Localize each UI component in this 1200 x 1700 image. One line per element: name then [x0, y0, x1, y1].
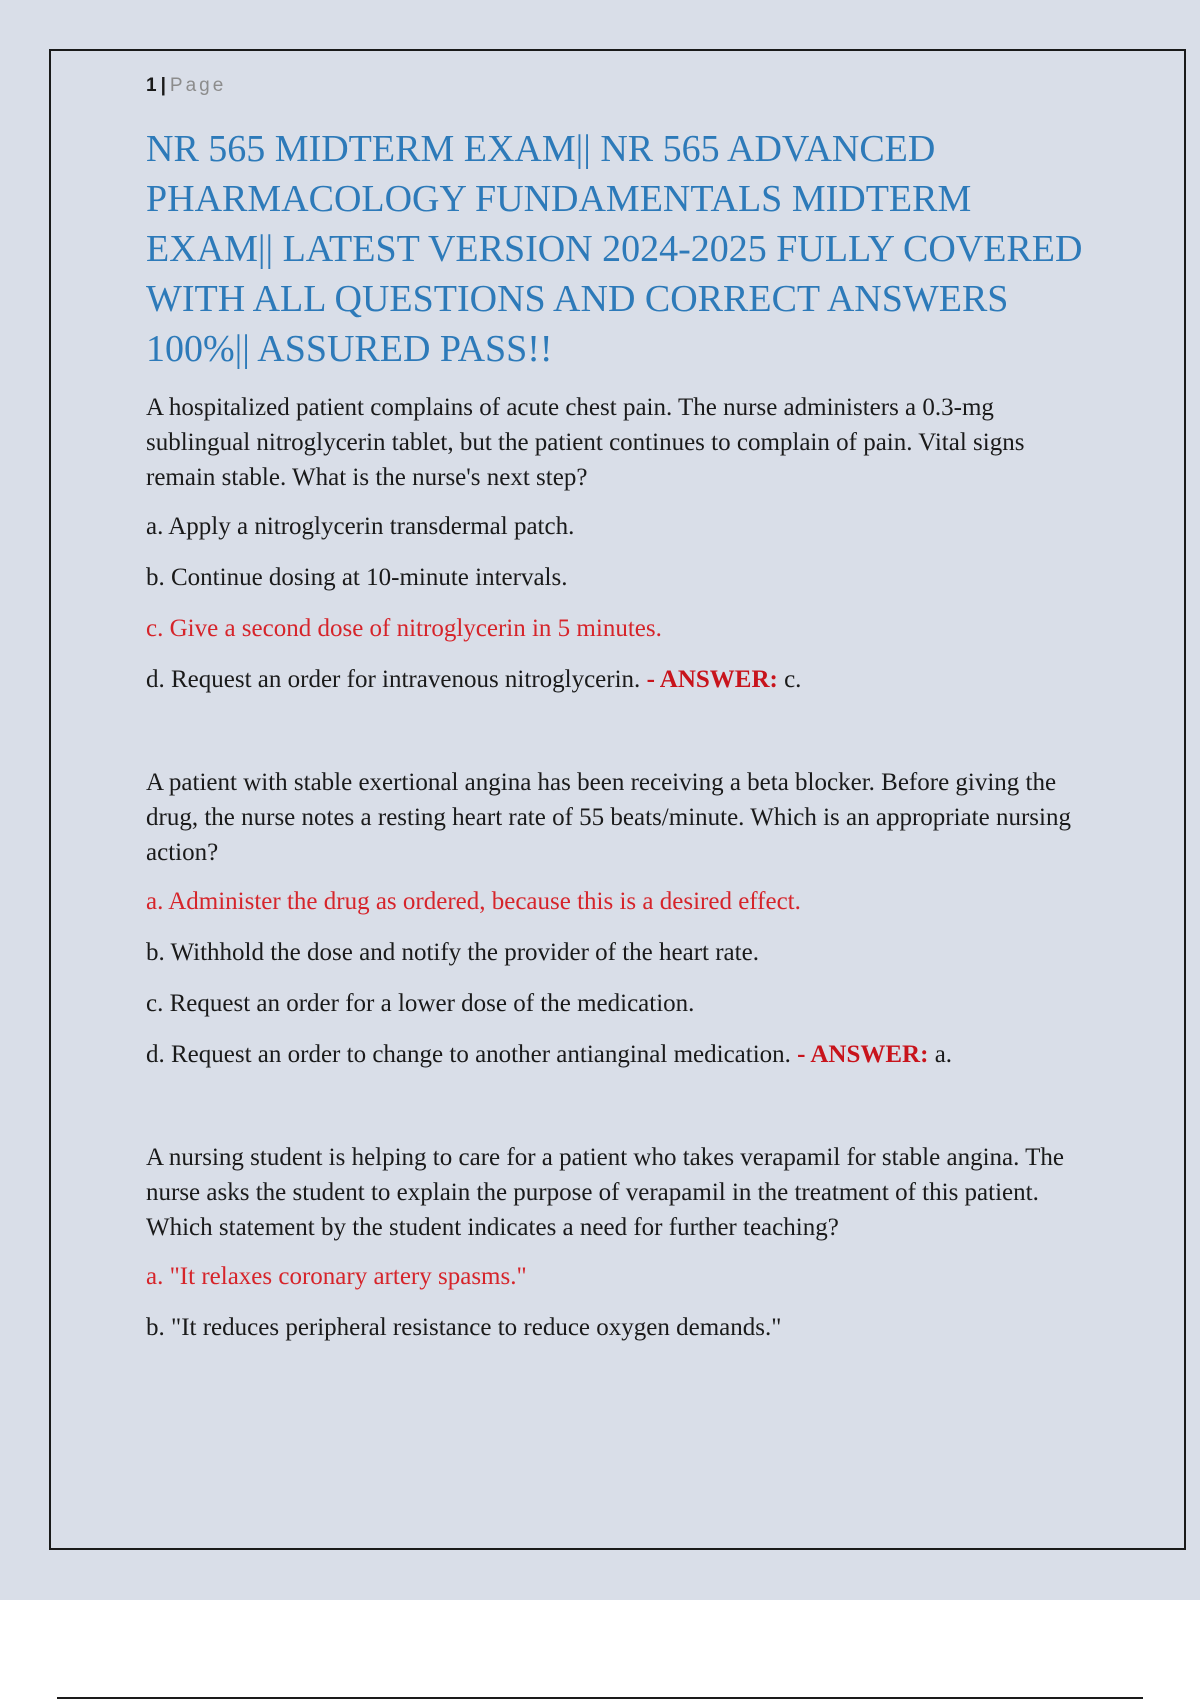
- option-a: a. Apply a nitroglycerin transdermal patch.: [146, 513, 575, 540]
- question-stem: A patient with stable exertional angina has been receiving a beta blocker. Before giving the drug, the nurse notes a resting heart rate of 55 beats/minute. Which is an appropriate nursing action?: [146, 769, 1071, 866]
- answer-label: - ANSWER:: [797, 1041, 929, 1068]
- option-d-with-answer: [146, 662, 1096, 697]
- spacer: [146, 1088, 1096, 1140]
- option-d-text: d. Request an order for intravenous nitroglycerin.: [146, 666, 641, 693]
- option-a-correct: a. "It relaxes coronary artery spasms.": [146, 1263, 527, 1290]
- question-1: [146, 390, 1096, 697]
- option-b: b. "It reduces peripheral resistance to reduce oxygen demands.": [146, 1314, 782, 1341]
- option-d-with-answer: [146, 1037, 1096, 1072]
- option-b: b. Continue dosing at 10-minute intervals.: [146, 564, 568, 591]
- option-c-correct: c. Give a second dose of nitroglycerin in 5 minutes.: [146, 615, 662, 642]
- option-a-correct: a. Administer the drug as ordered, because this is a desired effect.: [146, 888, 801, 915]
- question-3: [146, 1140, 1096, 1345]
- question-2: [146, 765, 1096, 1072]
- document-title: NR 565 MIDTERM EXAM|| NR 565 ADVANCED PHARMACOLOGY FUNDAMENTALS MIDTERM EXAM|| LATEST VERSION 2024-2025 FULLY COVERED WITH ALL QUESTIONS AND CORRECT ANSWERS 100%|| ASSURED PASS!!: [146, 128, 1083, 370]
- page-header: [146, 74, 1096, 98]
- option-b: b. Withhold the dose and notify the provider of the heart rate.: [146, 939, 759, 966]
- answer-value: c.: [784, 666, 802, 693]
- next-page-top-rule: [57, 1697, 1143, 1699]
- document-content: [146, 74, 1096, 1361]
- option-d-text: d. Request an order to change to another antianginal medication.: [146, 1041, 791, 1068]
- option-c: c. Request an order for a lower dose of the medication.: [146, 990, 695, 1017]
- answer-value: a.: [934, 1041, 953, 1068]
- page-separator: |: [160, 75, 166, 96]
- page-number: 1: [146, 75, 157, 96]
- spacer: [146, 713, 1096, 765]
- question-stem: A nursing student is helping to care for a patient who takes verapamil for stable angina. The nurse asks the student to explain the purpose of verapamil in the treatment of this patient. Which statement by the student indicates a need for further teaching?: [146, 1144, 1065, 1241]
- question-stem: A hospitalized patient complains of acute chest pain. The nurse administers a 0.3-mg sublingual nitroglycerin tablet, but the patient continues to complain of pain. Vital signs remain stable. What is the nurse's next step?: [146, 394, 1025, 491]
- answer-label: - ANSWER:: [646, 666, 778, 693]
- page-word: Page: [169, 75, 227, 96]
